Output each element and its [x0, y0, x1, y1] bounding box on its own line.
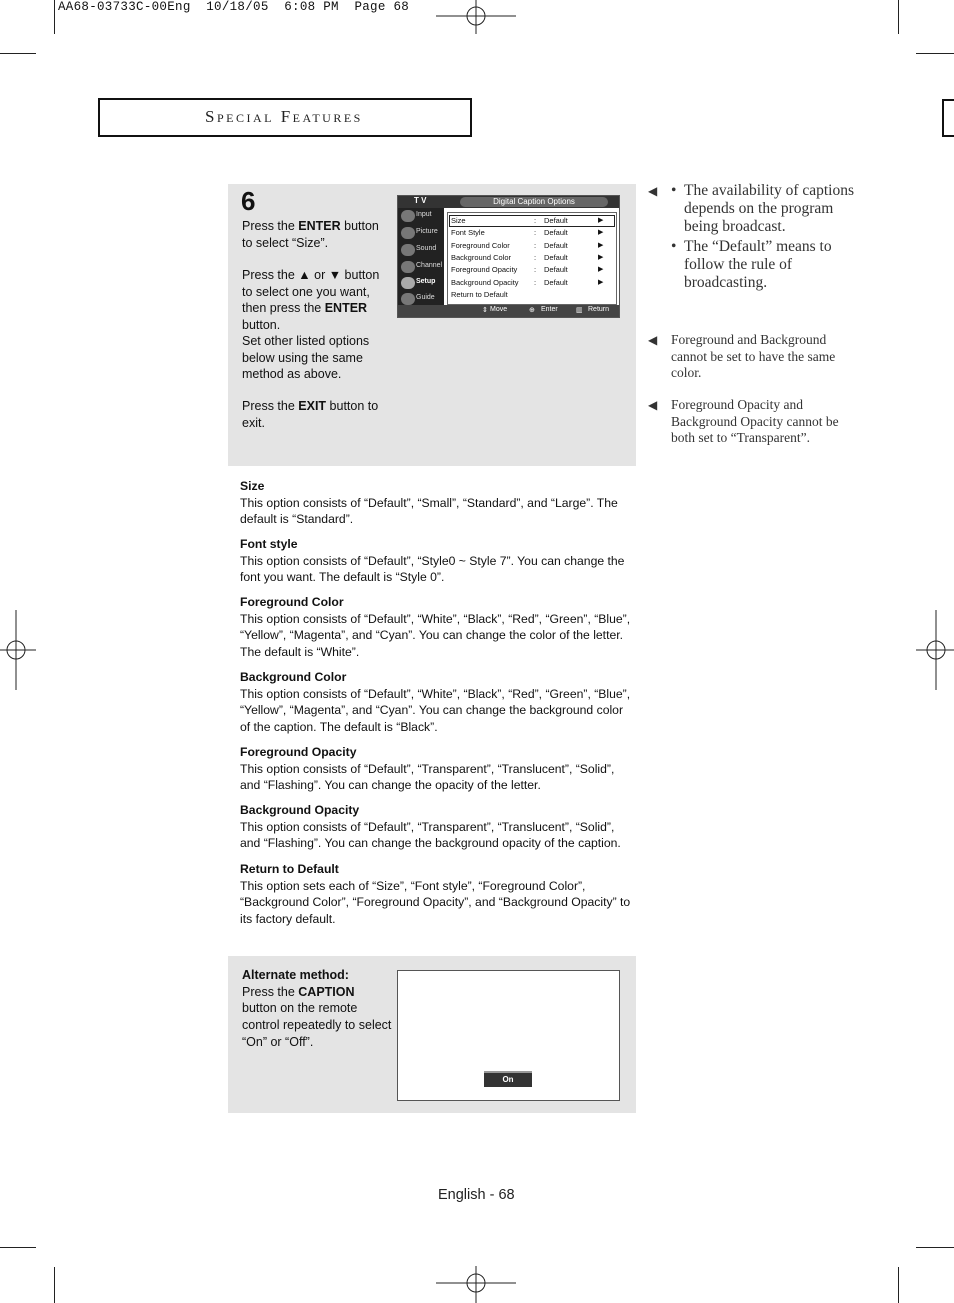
tv-menu-screen: [397, 195, 620, 318]
tv-option-row: Return to Default: [451, 290, 508, 299]
crop-mark: [54, 0, 55, 34]
tv-sidebar-sound: Sound: [400, 242, 442, 258]
step-instruction-1: Press the ENTER button to select “Size”.: [242, 219, 379, 250]
option-heading: Return to Default: [240, 862, 339, 876]
note-marker: ◀: [648, 184, 658, 198]
tv-option-row: Background Opacity : Default ▶: [451, 277, 604, 287]
alternate-method-heading: Alternate method:: [242, 968, 349, 982]
registration-mark-right: [916, 610, 954, 690]
registration-mark-bottom: [436, 1266, 516, 1303]
tv-sidebar-input: Input: [400, 208, 442, 224]
step-instruction-3: Set other listed options below using the same method as above.: [242, 334, 370, 382]
input-icon: [401, 210, 415, 222]
option-description: This option sets each of “Size”, “Font style”, “Foreground Color”, “Background Color”, “Foreground Opacity”, and “Background Opacity” to its factory default.: [240, 878, 631, 926]
enter-icon: ⊕: [529, 307, 535, 314]
section-title-box: [98, 98, 472, 137]
alternate-method-text: Alternate method: Press the CAPTION button on the remote control repeatedly to select “On” or “Off”.: [242, 968, 392, 1049]
picture-icon: [401, 227, 415, 239]
crop-mark: [898, 1267, 899, 1303]
option-background-color: [240, 669, 635, 735]
option-heading: Foreground Opacity: [240, 745, 357, 759]
tv-menu-header: [398, 196, 619, 208]
bullet: •: [671, 182, 677, 199]
option-foreground-color: [240, 594, 635, 660]
return-icon: ▥: [576, 307, 583, 314]
tv-footer-return: Return: [588, 306, 610, 313]
right-arrow-icon: ▶: [598, 278, 604, 286]
registration-mark-top: [436, 0, 516, 34]
tv-source-label: T V: [414, 196, 427, 205]
crop-mark: [916, 53, 954, 54]
option-description: This option consists of “Default”, “White”, “Black”, “Red”, “Green”, “Blue”, “Yellow”, “Magenta”, and “Cyan”. You can change the background color of the caption. The default is “Black”.: [240, 686, 631, 734]
option-description: This option consists of “Default”, “Small”, “Standard”, and “Large”. The default is “Standard”.: [240, 495, 618, 526]
tv-menu-title: Digital Caption Options: [460, 197, 608, 207]
option-description: This option consists of “Default”, “Transparent”, “Translucent”, “Solid”, and “Flashing”. You can change the opacity of the letter.: [240, 761, 615, 792]
tv-option-row: Background Color : Default ▶: [451, 252, 604, 262]
option-description: This option consists of “Default”, “Transparent”, “Translucent”, “Solid”, and “Flashing”. You can change the background opacity of the caption.: [240, 819, 621, 850]
right-arrow-icon: ▶: [598, 266, 604, 273]
tv-sidebar-setup: Setup: [400, 275, 442, 291]
crop-mark: [898, 0, 899, 34]
tv-option-row: Font Style : Default ▶: [451, 228, 604, 237]
option-description: This option consists of “Default”, “Style0 ~ Style 7”. You can change the font you want. The default is “Style 0”.: [240, 553, 625, 584]
tv-sidebar-picture: Picture: [400, 225, 442, 241]
option-heading: Size: [240, 479, 265, 493]
note-captions-availability: • The availability of captions depends on the program being broadcast.: [671, 182, 855, 235]
tv-footer-move: Move: [490, 306, 508, 313]
tv-option-row: Foreground Color : Default ▶: [451, 240, 604, 250]
option-background-opacity: [240, 802, 635, 852]
guide-icon: [401, 293, 415, 305]
option-size: [240, 478, 635, 528]
right-arrow-icon: ▶: [598, 217, 604, 224]
option-heading: Font style: [240, 537, 298, 551]
tv-menu-sidebar: [398, 208, 444, 305]
tv-footer-enter: Enter: [541, 306, 558, 313]
tv-options-panel: [447, 212, 617, 305]
right-arrow-icon: ▶: [598, 229, 604, 236]
option-foreground-opacity: [240, 744, 635, 794]
caption-screen: [397, 970, 620, 1101]
move-icon: ⇕: [482, 307, 488, 314]
option-font-style: [240, 536, 635, 586]
note-default-meaning: • The “Default” means to follow the rule of broadcasting.: [671, 238, 832, 291]
note-marker: ◀: [648, 398, 658, 412]
crop-mark: [916, 1247, 954, 1248]
note-opacity-restriction: Foreground Opacity and Background Opacity cannot be both set to “Transparent”.: [671, 397, 839, 445]
right-arrow-icon: ▶: [598, 253, 604, 261]
tv-sidebar-channel: Channel: [400, 259, 442, 275]
note-color-restriction: Foreground and Background cannot be set to have the same color.: [671, 332, 836, 380]
bullet: •: [671, 238, 677, 255]
section-title: Special Features: [205, 107, 363, 126]
registration-mark-left: [0, 610, 36, 690]
tv-option-row: Size : Default ▶: [449, 215, 615, 227]
tv-sidebar-guide: Guide: [400, 291, 442, 307]
setup-icon: [401, 277, 415, 289]
option-heading: Background Color: [240, 670, 347, 684]
option-return-to-default: [240, 861, 635, 927]
option-description: This option consists of “Default”, “White”, “Black”, “Red”, “Green”, “Blue”, “Yellow”, “Magenta”, and “Cyan”. You can change the color of the letter. The default is “White”.: [240, 611, 631, 659]
crop-mark: [0, 53, 36, 54]
crop-mark: [0, 1247, 36, 1248]
option-heading: Background Opacity: [240, 803, 360, 817]
step-number: 6: [241, 186, 256, 216]
note-marker: ◀: [648, 333, 658, 347]
tv-menu-footer: [398, 305, 619, 317]
thumb-tab: [942, 99, 954, 137]
caption-on-indicator: On: [484, 1071, 532, 1087]
print-job-line: AA68-03733C-00Eng 10/18/05 6:08 PM Page 68: [58, 0, 410, 14]
page-number: English - 68: [438, 1187, 515, 1203]
tv-option-row: Foreground Opacity : Default ▶: [451, 265, 604, 274]
channel-icon: [401, 261, 415, 273]
right-arrow-icon: ▶: [598, 241, 604, 249]
step-instruction-2: Press the ▲ or ▼ button to select one you want, then press the ENTER button.: [242, 268, 380, 333]
option-heading: Foreground Color: [240, 595, 344, 609]
step-instruction-4: Press the EXIT button to exit.: [242, 399, 379, 430]
sound-icon: [401, 244, 415, 256]
crop-mark: [54, 1267, 55, 1303]
